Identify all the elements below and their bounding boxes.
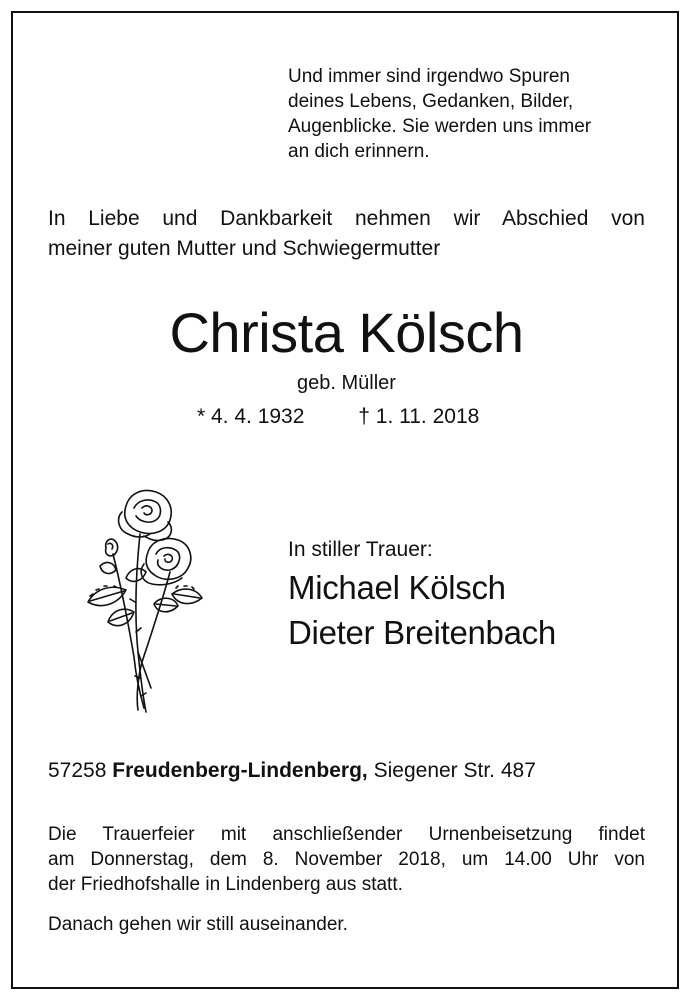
ceremony-line: am Donnerstag, dem 8. November 2018, um 14.00 Uhr von <box>48 849 645 870</box>
mourner-name: Dieter Breitenbach <box>288 614 556 651</box>
address <box>48 757 536 785</box>
ceremony-text <box>48 822 645 897</box>
address-zip: 57258 <box>48 759 107 782</box>
intro-line: meiner guten Mutter und Schwiegermutter <box>48 237 441 260</box>
rose-icon <box>78 482 208 718</box>
closing-text: Danach gehen wir still auseinander. <box>48 914 348 935</box>
death-date: † 1. 11. 2018 <box>358 405 480 428</box>
mourner-name: Michael Kölsch <box>288 569 506 606</box>
address-city: Freudenberg-Lindenberg, <box>112 759 368 782</box>
intro-line: In Liebe und Dankbarkeit nehmen wir Abschied von <box>48 207 645 230</box>
ceremony-line: der Friedhofshalle in Lindenberg aus statt. <box>48 874 403 895</box>
birth-name: geb. Müller <box>297 372 396 394</box>
poem-line: an dich erinnern. <box>288 141 430 162</box>
life-dates <box>197 403 479 431</box>
address-street: Siegener Str. 487 <box>373 759 536 782</box>
ceremony-line: Die Trauerfeier mit anschließender Urnenbeisetzung findet <box>48 824 645 845</box>
deceased-name: Christa Kölsch <box>169 301 524 364</box>
intro-text <box>48 204 645 264</box>
poem-line: Und immer sind irgendwo Spuren <box>288 66 570 87</box>
poem-line: Augenblicke. Sie werden uns immer <box>288 116 592 137</box>
birth-date: * 4. 4. 1932 <box>197 405 305 428</box>
mourners-label: In stiller Trauer: <box>288 538 433 561</box>
poem <box>288 64 658 164</box>
poem-line: deines Lebens, Gedanken, Bilder, <box>288 91 574 112</box>
